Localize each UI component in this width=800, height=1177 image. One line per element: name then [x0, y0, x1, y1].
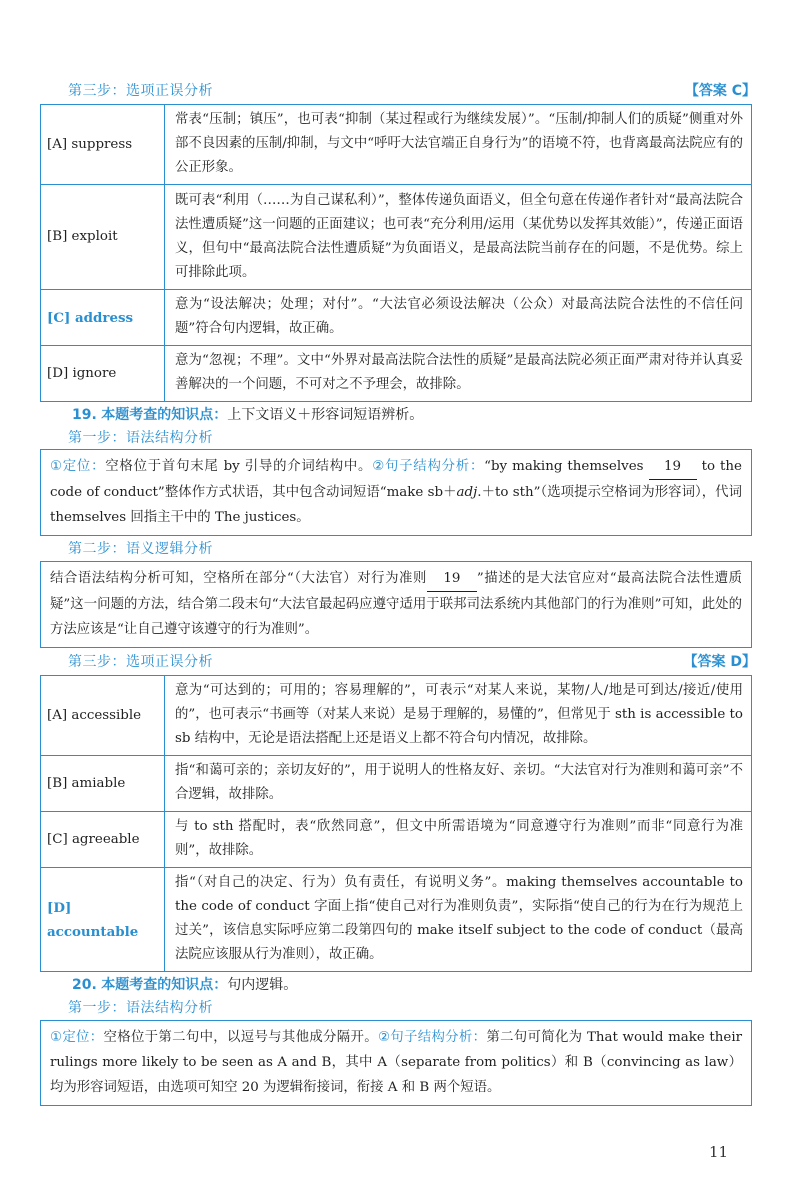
question-20-heading	[72, 974, 297, 994]
option-label: [B] amiable	[41, 756, 165, 812]
table-row	[41, 676, 752, 756]
table-row	[41, 346, 752, 402]
table-row	[41, 756, 752, 812]
option-label-correct: [C] address	[41, 290, 165, 346]
grammar-analysis-box-q20	[40, 1020, 752, 1106]
tag-position: ①定位：	[50, 1030, 104, 1045]
analysis-text: .＋to sth”（选项提示空格词为形容词），代词 themselves 回指主干中的 The justices。	[50, 485, 742, 525]
step3-label-q18: 第三步：选项正误分析	[68, 83, 213, 99]
analysis-text: “by making themselves	[484, 459, 644, 474]
analysis-text: to the code of conduct”整体作方式状语，其中包含动词短语“make sb＋	[50, 459, 742, 500]
analysis-text: ”描述的是大法官应对“最高法院合法性遭质疑”这一问题的方法，结合第二段末句“大法官最起码应遵守适用于联邦司法系统内其他部门的行为准则”可知，此处的方法应该是“让自己遵守该遵守的行为准则”。	[50, 571, 742, 637]
options-table-q18	[40, 104, 752, 402]
grammar-analysis-box-q19	[40, 449, 752, 536]
table-row	[41, 812, 752, 868]
option-label: [B] exploit	[41, 185, 165, 290]
step3-label-q19: 第三步：选项正误分析	[68, 654, 213, 670]
option-label: [C] agreeable	[41, 812, 165, 868]
options-table-q19	[40, 675, 752, 972]
option-label: [A] accessible	[41, 676, 165, 756]
answer-badge-q19: 【答案 D】	[683, 654, 756, 670]
option-label: [A] suppress	[41, 105, 165, 185]
question-topic: 上下文语义＋形容词短语辨析。	[227, 407, 424, 423]
step1-label-q20: 第一步：语法结构分析	[68, 1000, 213, 1016]
option-explanation: 常表“压制；镇压”，也可表“抑制（某过程或行为继续发展）”。“压制/抑制人们的质疑”侧重对外部不良因素的压制/抑制，与文中“呼吁大法官端正自身行为”的语境不符，也背离最高法院应有的公正形象。	[165, 105, 752, 185]
option-explanation: 既可表“利用（……为自己谋私利）”，整体传递负面语义，但全句意在传递作者针对“最高法院合法性遭质疑”这一问题的正面建议；也可表“充分利用/运用（某优势以发挥其效能）”，传递正面语义，但句中“最高法院合法性遭质疑”为负面语义，是最高法院当前存在的问题，不是优势。综上可排除此项。	[165, 185, 752, 290]
question-number: 19.	[72, 407, 97, 423]
adj-italic: adj	[456, 485, 478, 500]
option-explanation: 指“和蔼可亲的；亲切友好的”，用于说明人的性格友好、亲切。“大法官对行为准则和蔼可亲”不合逻辑，故排除。	[165, 756, 752, 812]
table-row	[41, 185, 752, 290]
analysis-text: 第二句可简化为 That would make their rulings more likely to be seen as A and B，其中 A（separate from politics）和 B（convincing as law）均为形容词短语，由选项可知空 20 为逻辑衔接词，衔接 A 和 B 两个短语。	[50, 1030, 743, 1095]
option-explanation: 意为“可达到的；可用的；容易理解的”，可表示“对某人来说，某物/人/地是可到达/接近/使用的”，也可表示“书画等（对某人来说）是易于理解的，易懂的”，但常见于 sth is accessible to sb 结构中，无论是语法搭配上还是语义上都不符合句内情况，故排除。	[165, 676, 752, 756]
semantic-analysis-box-q19	[40, 561, 752, 648]
option-label-correct: [D] accountable	[41, 868, 165, 972]
question-heading: 本题考查的知识点：	[101, 407, 228, 423]
question-topic: 句内逻辑。	[227, 977, 298, 993]
option-explanation: 与 to sth 搭配时，表“欣然同意”，但文中所需语境为“同意遵守行为准则”而非“同意行为准则”，故排除。	[165, 812, 752, 868]
analysis-text: 空格位于首句末尾 by 引导的介词结构中。	[105, 459, 373, 474]
page-number: 11	[709, 1143, 729, 1161]
tag-position: ①定位：	[50, 459, 106, 474]
table-row	[41, 105, 752, 185]
analysis-text: 结合语法结构分析可知，空格所在部分“（大法官）对行为准则	[50, 571, 427, 586]
question-19-heading	[72, 404, 423, 424]
table-row	[41, 290, 752, 346]
step1-label-q19: 第一步：语法结构分析	[68, 430, 213, 446]
step2-label-q19: 第二步：语义逻辑分析	[68, 541, 213, 557]
option-explanation: 意为“忽视；不理”。文中“外界对最高法院合法性的质疑”是最高法院必须正面严肃对待并认真妥善解决的一个问题，不可对之不予理会，故排除。	[165, 346, 752, 402]
option-explanation: 意为“设法解决；处理；对付”。“大法官必须设法解决（公众）对最高法院合法性的不信任问题”符合句内逻辑，故正确。	[165, 290, 752, 346]
answer-badge-q18: 【答案 C】	[684, 83, 756, 99]
blank-19: 19	[649, 454, 697, 480]
tag-structure: ②句子结构分析：	[377, 1030, 487, 1045]
question-number: 20.	[72, 977, 97, 993]
blank-19: 19	[427, 566, 477, 592]
option-label: [D] ignore	[41, 346, 165, 402]
question-heading: 本题考查的知识点：	[101, 977, 228, 993]
table-row	[41, 868, 752, 972]
analysis-text: 空格位于第二句中，以逗号与其他成分隔开。	[103, 1030, 378, 1045]
option-explanation: 指“（对自己的决定、行为）负有责任，有说明义务”。making themselves accountable to the code of conduct 字面上指“使自己对行为准则负责”，实际指“使自己的行为在行为规范上过关”，该信息实际呼应第二段第四句的 make itself subject to the code of conduct（最高法院应该服从行为准则），故正确。	[165, 868, 752, 972]
tag-structure: ②句子结构分析：	[372, 459, 485, 474]
